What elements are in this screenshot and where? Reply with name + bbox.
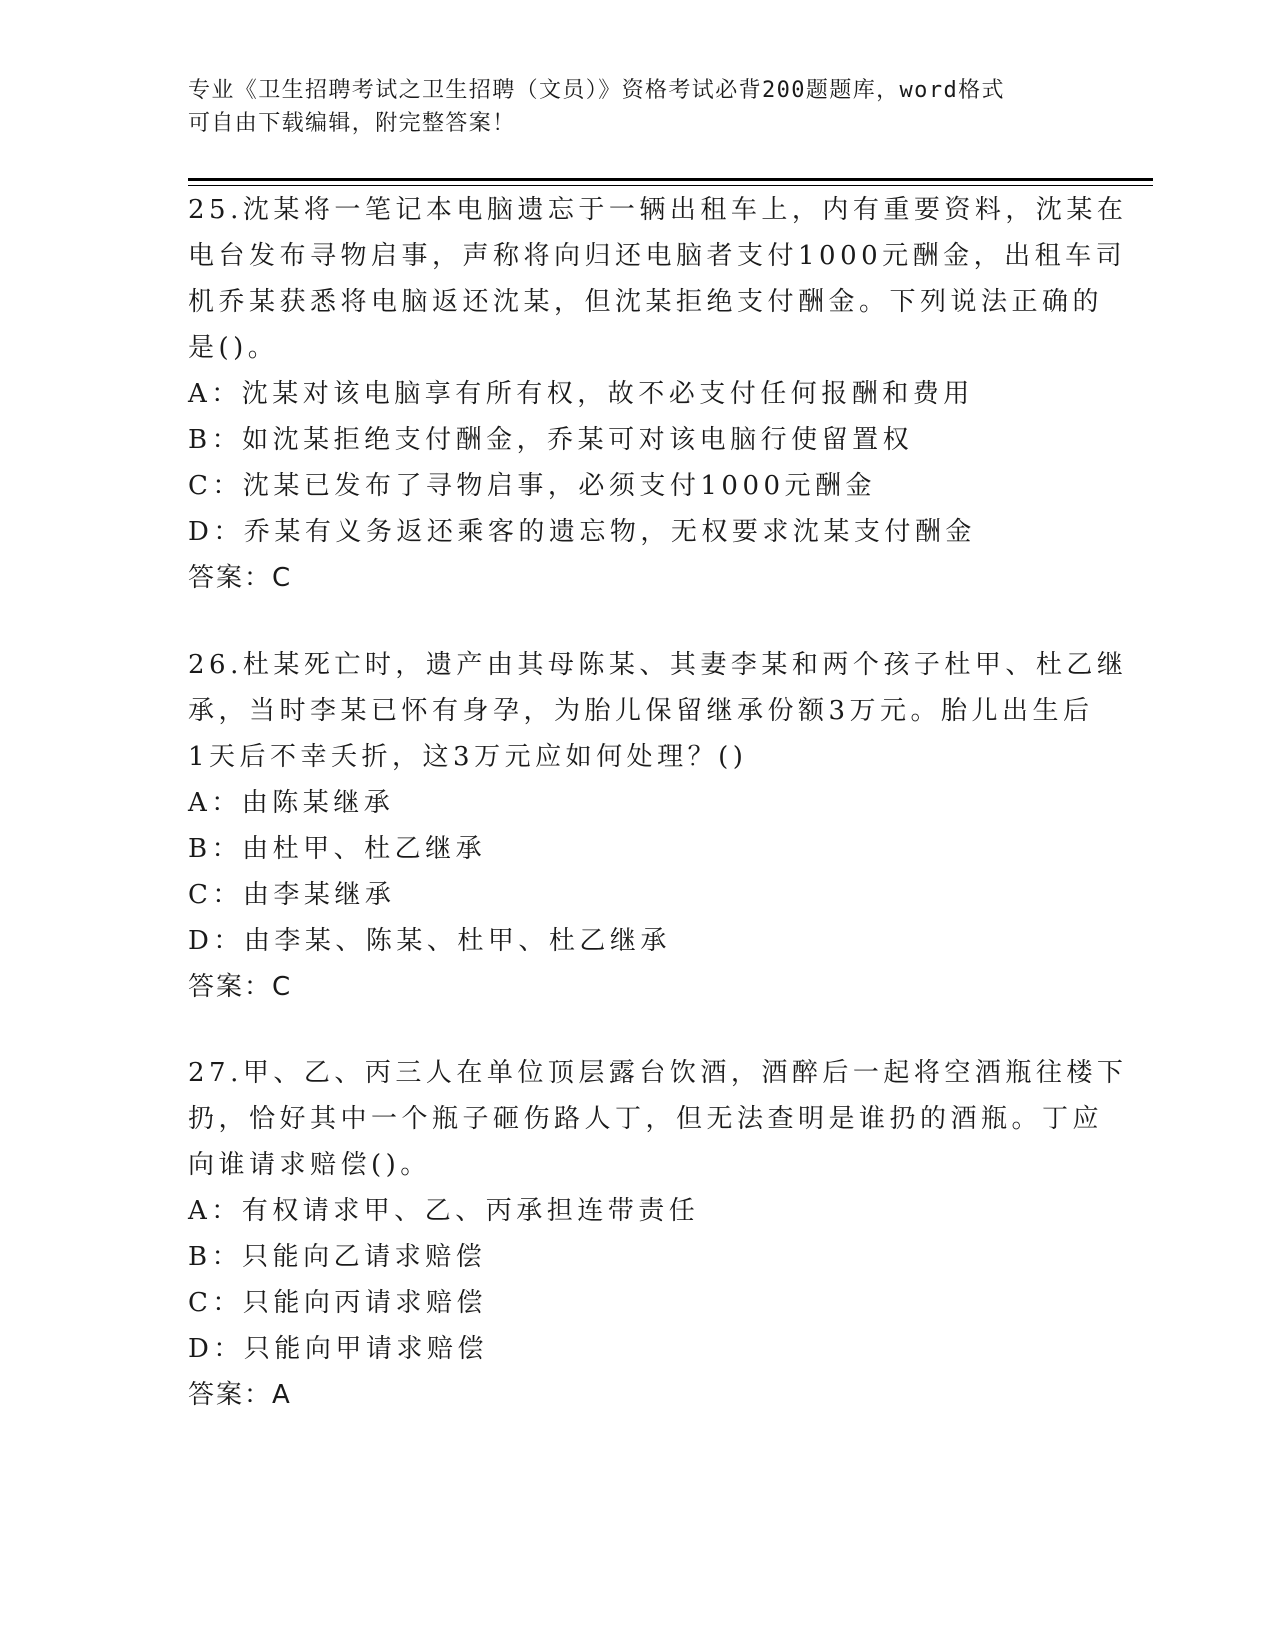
question-text-line: 电台发布寻物启事，声称将向归还电脑者支付1000元酬金，出租车司 bbox=[188, 241, 1127, 271]
answer-line: 答案：C bbox=[188, 972, 293, 1002]
option-a: A：由陈某继承 bbox=[188, 788, 395, 818]
question-text-line: 扔，恰好其中一个瓶子砸伤路人丁，但无法查明是谁扔的酒瓶。丁应 bbox=[188, 1104, 1104, 1134]
header-divider-thin bbox=[188, 185, 1153, 186]
document-header bbox=[188, 74, 1068, 140]
header-divider-thick bbox=[188, 178, 1153, 181]
question-26 bbox=[188, 642, 1128, 1010]
option-b: B：只能向乙请求赔偿 bbox=[188, 1242, 487, 1272]
question-27 bbox=[188, 1050, 1128, 1418]
header-line-1: 专业《卫生招聘考试之卫生招聘（文员）》资格考试必背200题题库，word格式 bbox=[188, 78, 1005, 103]
option-a: A：有权请求甲、乙、丙承担连带责任 bbox=[188, 1196, 700, 1226]
option-a: A：沈某对该电脑享有所有权，故不必支付任何报酬和费用 bbox=[188, 379, 974, 409]
answer-line: 答案：C bbox=[188, 563, 293, 593]
question-text-line: 25.沈某将一笔记本电脑遗忘于一辆出租车上，内有重要资料，沈某在 bbox=[188, 195, 1128, 225]
question-25 bbox=[188, 187, 1128, 601]
option-b: B：如沈某拒绝支付酬金，乔某可对该电脑行使留置权 bbox=[188, 425, 914, 455]
option-c: C：由李某继承 bbox=[188, 880, 396, 910]
question-text-line: 承，当时李某已怀有身孕，为胎儿保留继承份额3万元。胎儿出生后 bbox=[188, 696, 1094, 726]
question-text-line: 机乔某获悉将电脑返还沈某，但沈某拒绝支付酬金。下列说法正确的 bbox=[188, 287, 1104, 317]
question-text-line: 向谁请求赔偿()。 bbox=[188, 1150, 431, 1180]
option-b: B：由杜甲、杜乙继承 bbox=[188, 834, 487, 864]
option-c: C：只能向丙请求赔偿 bbox=[188, 1288, 487, 1318]
option-d: D：只能向甲请求赔偿 bbox=[188, 1334, 488, 1364]
option-d: D：由李某、陈某、杜甲、杜乙继承 bbox=[188, 926, 671, 956]
answer-line: 答案：A bbox=[188, 1380, 292, 1410]
option-d: D：乔某有义务返还乘客的遗忘物，无权要求沈某支付酬金 bbox=[188, 517, 976, 547]
header-line-2: 可自由下载编辑，附完整答案！ bbox=[188, 111, 516, 136]
question-text-line: 26.杜某死亡时，遗产由其母陈某、其妻李某和两个孩子杜甲、杜乙继 bbox=[188, 650, 1128, 680]
option-c: C：沈某已发布了寻物启事，必须支付1000元酬金 bbox=[188, 471, 877, 501]
question-text-line: 1天后不幸夭折，这3万元应如何处理？() bbox=[188, 742, 748, 772]
question-text-line: 27.甲、乙、丙三人在单位顶层露台饮酒，酒醉后一起将空酒瓶往楼下 bbox=[188, 1058, 1128, 1088]
question-text-line: 是()。 bbox=[188, 333, 279, 363]
